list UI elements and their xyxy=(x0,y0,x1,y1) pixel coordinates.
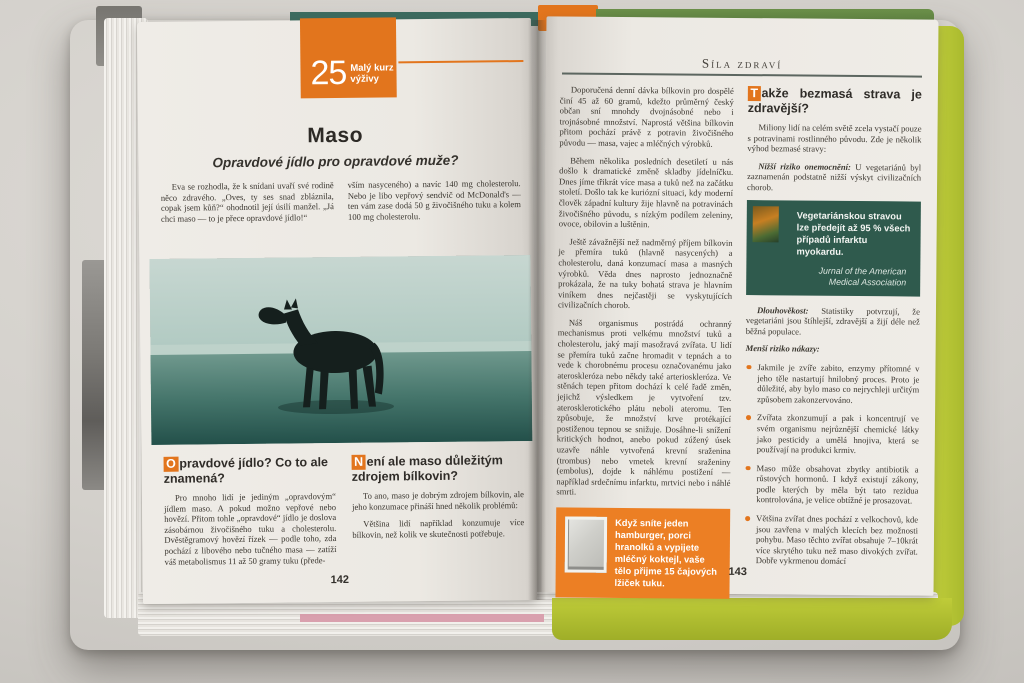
chapter-rule xyxy=(398,60,523,63)
heading-initial-box: N xyxy=(352,455,366,470)
vegetable-photo-thumbnail xyxy=(753,206,779,242)
heading-text: ení ale maso důležitým zdrojem bílkovin? xyxy=(351,453,503,484)
bottom-column-2 xyxy=(352,453,525,572)
benefit-text: Statistiky potvrzují, že vegetariáni jsou štíhlejší, zdravější a žijí déle než běžná populace. xyxy=(745,305,921,337)
chapter-label-line2: výživy xyxy=(350,73,379,85)
intro-column-1: Eva se rozhodla, že k snídani uvaří své rodině něco zdravého. „Oves, ty ses snad zbláznila, copak jsem kůň?“ ohodnotil její úsilí manžel. „Já chci maso — to je přece opravdové jídlo!“ xyxy=(160,180,334,224)
question-heading-3 xyxy=(748,86,922,118)
paragraph: Většina lidí například konzumuje více bílkovin, než kolik ve skutečnosti potřebuje. xyxy=(352,517,525,540)
right-column-2 xyxy=(743,86,921,600)
risk-bullet-list xyxy=(744,362,920,568)
right-page-columns xyxy=(555,84,921,600)
horse-photo-art xyxy=(149,255,532,445)
benefit-lead: Dlouhověkost: xyxy=(756,304,809,316)
horse-photo xyxy=(149,255,532,445)
paragraph: Pro mnoho lidí je jediným „opravdovým“ jídlem maso. A pokud možno vepřové nebo hovězí. Přitom tohle „opravdové“ jídlo je doslova zásobárnou živočišného tuku a cholesterolu. Dvěstěgramový hovězí řízek — podle toho, zda pochází z libového nebo tučného masa — zatíží váš metabolismus 11 až 50 gramy tuku (přede- xyxy=(164,491,337,567)
paragraph: To ano, maso je dobrým zdrojem bílkovin, ale jeho konzumace přináší hned několik problémů: xyxy=(351,489,524,512)
fat-tip-text: Když sníte jeden hamburger, porci hranolků a vypijete mléčný koktejl, vaše tělo přijme 15 čajových lžiček tuku. xyxy=(614,517,718,589)
list-item: Zvířata zkonzumují a pak i koncentrují ve svém organismu nejrůznější chemické látky jako pesticidy a umělá hnojiva, která se používají na produkci krmiv. xyxy=(745,412,919,456)
benefit-text: U vegetariánů byl zaznamenán podstatně nižší výskyt civilizačních chorob. xyxy=(746,161,922,193)
bottom-column-1 xyxy=(164,455,337,574)
paragraph: Doporučená denní dávka bílkovin pro dospělé činí 45 až 60 gramů, kdežto průměrný český občan sní mnohdy dvojnásobné nebo i trojnásobné množství. Naprostá většina bílkovin přitom pochází právě z potravin živočišného původu — masa, vajec a mléčných výrobků. xyxy=(559,84,734,149)
list-item: Jakmile je zvíře zabito, enzymy přítomné v jeho těle nastartují hnilobný proces. Proto je důležité, aby bylo maso co nejrychleji určitým způsobem zakonzervováno. xyxy=(745,362,919,406)
risk-subheading: Menší riziko nákazy: xyxy=(745,343,820,355)
heading-text: pravdové jídlo? Co to ale znamená? xyxy=(163,455,329,486)
intro-columns xyxy=(161,178,521,224)
header-rule xyxy=(562,72,922,77)
chapter-number: 25 xyxy=(310,53,347,93)
page-title: Maso xyxy=(307,123,364,148)
chapter-label-line1: Malý kurz xyxy=(350,62,394,74)
benefit-paragraph-1 xyxy=(747,161,921,194)
chapter-label xyxy=(350,62,394,84)
benefit-paragraph-2 xyxy=(746,305,920,338)
chapter-tab xyxy=(300,17,397,98)
paragraph: Miliony lidí na celém světě zcela vystačí pouze s potravinami rostlinného původu. Zde je několik výhod bezmasé stravy: xyxy=(747,122,922,154)
page-number-left: 142 xyxy=(330,573,350,587)
quote-source: Jurnal of the American Medical Association xyxy=(818,265,907,288)
list-item: Maso může obsahovat zbytky antibiotik a růstových hormonů. I když existují zákony, podle kterých by měla být tato rezidua kontrolována, je velice obtížné je prosazovat. xyxy=(744,463,918,507)
paragraph: Ještě závažnější než nadměrný příjem bílkovin je přemíra tuků (hlavně nasycených) a cholesterolu, daná konzumací masa a masných výrobků. Věda dnes naprosto jednoznačně prokázala, že na tuky bohatá strava je hlavním viníkem dnes nejčastěji se vyskytujících civilizačních chorob. xyxy=(557,236,733,311)
heading-initial-box: O xyxy=(164,457,179,472)
paragraph: Náš organismus postrádá ochranný mechanismus proti velkému množství tuků a cholesterolu, jaký mají masožravá zvířata. U lidí se přemíra tuků začne hromadit v tepnách a to vede k chorobnému procesu označovanému jako ateroskleróza nebo někdy také arterioskleróza. Ve stěnách tepen přitom dochází k celé řadě změn, jejichž výsledkem je vytvoření tzv. aterosklerotického plátu neboli ateromu. Ten způsobuje, že množství krve protékající postiženou tepnou se snižuje. Dosáhne-li snížení kritických hodnot, anebo pokud zúžený úsek uzavře náhle vytvořená krevní sraženina (trombus) nebo vmetek krevní sraženiny (embolus), dojde k náhlému postižení — například srdečnímu infarktu, mrtvici nebo i náhlé smrti. xyxy=(556,317,732,497)
fat-tip-box xyxy=(555,507,730,599)
list-item: Většina zvířat dnes pochází z velkochovů, kde jsou zavřena v malých klecích bez možnosti pohybu. Maso těchto zvířat obsahuje 7–10krát více skrytého tuku než maso divokých zvířat. Dobře vykrmenou domácí xyxy=(744,513,918,567)
cover-edge-bottom-pink xyxy=(300,614,544,622)
benefit-lead: Nižší riziko onemocnění: xyxy=(758,160,851,172)
left-page xyxy=(137,18,537,604)
page-number-right: 143 xyxy=(728,565,747,579)
journal-quote-box xyxy=(746,200,921,297)
right-page xyxy=(541,16,938,595)
book-gutter-shadow xyxy=(528,20,546,600)
paragraph: Během několika posledních desetiletí u nás došlo k dramatické změně skladby jídelníčku. Dnes jíme třikrát více masa a tuků než na začátku století. Došlo tak ke kuriózní situaci, kdy moderní člověk západní kultury žije hlavně na potravinách živočišného původu, s nízkým podílem zeleniny, ovoce, obilovin a luštěnin. xyxy=(558,155,734,230)
running-header: Síla zdraví xyxy=(701,55,783,72)
intro-column-2: vším nasyceného) a navíc 140 mg cholesterolu. Nebo je libo vepřový sendvič od McDonald's — ten vám zase dodá 50 g živočišného tuku a kolem 100 mg cholesterolu. xyxy=(347,178,521,222)
right-column-1 xyxy=(555,84,733,598)
quote-text: Vegetariánskou stravou lze předejít až 95 % všech případů infarktu myokardu. xyxy=(796,210,911,257)
page-subtitle: Opravdové jídlo pro opravdové muže? xyxy=(212,152,459,171)
question-heading-2 xyxy=(352,453,524,485)
bottom-columns xyxy=(164,453,525,574)
heading-text: akže bezmasá strava je zdravější? xyxy=(747,86,922,116)
cover-edge-bottom-lime xyxy=(552,598,952,640)
heading-initial-box: T xyxy=(748,86,761,101)
question-heading-1 xyxy=(164,455,336,487)
